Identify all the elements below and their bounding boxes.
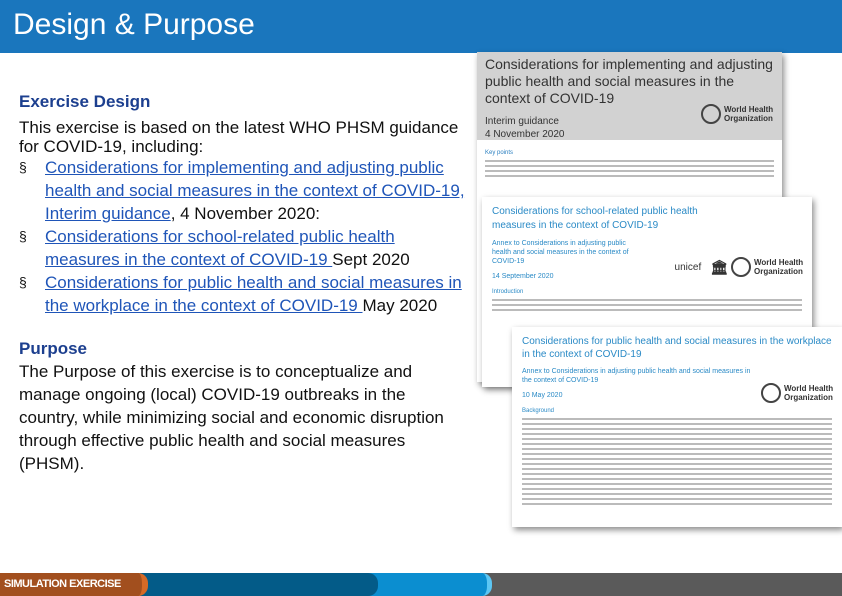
purpose-text: The Purpose of this exercise is to conceptualize and manage ongoing (local) COVID-19 outbreaks in the country, while minimizing social and economic disruption through effective public health and social measures (PHSM). xyxy=(19,362,444,473)
bullet-item xyxy=(19,271,469,317)
doc-title: Considerations for implementing and adjusting public health and social measures in the context of COVID-19 xyxy=(485,56,773,106)
who-emblem-icon xyxy=(731,257,751,277)
bullet-text: May 2020 xyxy=(362,296,438,315)
bullet-item xyxy=(19,156,469,225)
org-name: World Health Organization xyxy=(784,384,834,402)
doc-title: Considerations for school-related public health measures in the context of COVID-19 xyxy=(492,206,698,231)
org-name: World Health Organization xyxy=(754,258,804,276)
doc-date: 14 September 2020 xyxy=(492,273,554,280)
who-emblem-icon xyxy=(761,383,781,403)
who-logo xyxy=(701,104,774,124)
doc-date: 10 May 2020 xyxy=(522,392,563,399)
unesco-temple-icon: 🏛 xyxy=(710,258,728,275)
bullet-text: , 4 November 2020: xyxy=(170,204,320,223)
left-content xyxy=(19,90,469,475)
title-bar xyxy=(0,0,842,53)
footer-segment-blue xyxy=(360,573,492,596)
footer-bar xyxy=(0,573,842,596)
doc-date: 4 November 2020 xyxy=(485,129,565,140)
body-text-lines xyxy=(492,299,802,311)
body-text-lines xyxy=(485,160,774,177)
body-text-lines xyxy=(522,418,832,505)
section-heading: Key points xyxy=(485,150,514,156)
design-intro: This exercise is based on the latest WHO PHSM guidance for COVID-19, including: xyxy=(19,118,459,156)
document-thumbnail-3 xyxy=(512,327,842,527)
footer-label: SIMULATION EXERCISE xyxy=(0,573,148,596)
doc-subtitle: Annex to Considerations in adjusting public health and social measures in the context of COVID-19 xyxy=(522,368,751,384)
who-logo xyxy=(761,383,834,403)
doc-title: Considerations for public health and social measures in the workplace in the context of COVID-19 xyxy=(522,336,832,360)
section-heading: Introduction xyxy=(492,289,524,295)
bullet-item xyxy=(19,225,469,271)
bullet-text: Sept 2020 xyxy=(332,250,410,269)
org-name: World Health Organization xyxy=(724,105,774,123)
guidance-link-1[interactable]: Considerations for implementing and adjusting public health and social measures in the context of COVID-19, Interim guidance xyxy=(45,158,465,223)
purpose-heading: Purpose xyxy=(19,339,88,358)
who-emblem-icon xyxy=(701,104,721,124)
section-heading: Background xyxy=(522,408,555,414)
partner-logos xyxy=(675,257,804,277)
footer-segment-dark-blue xyxy=(140,573,378,596)
doc-subtitle: Interim guidance xyxy=(485,116,559,127)
guidance-link-3[interactable]: Considerations for public health and social measures in the workplace in the context of COVID-19 xyxy=(45,273,462,315)
design-heading: Exercise Design xyxy=(19,92,151,111)
guidance-link-2[interactable]: Considerations for school-related public health measures in the context of COVID-19 xyxy=(45,227,395,269)
unicef-logo: unicef xyxy=(674,261,702,273)
doc-subtitle: Annex to Considerations in adjusting public health and social measures in the context of COVID-19 xyxy=(492,240,629,265)
slide-title: Design & Purpose xyxy=(13,8,255,41)
